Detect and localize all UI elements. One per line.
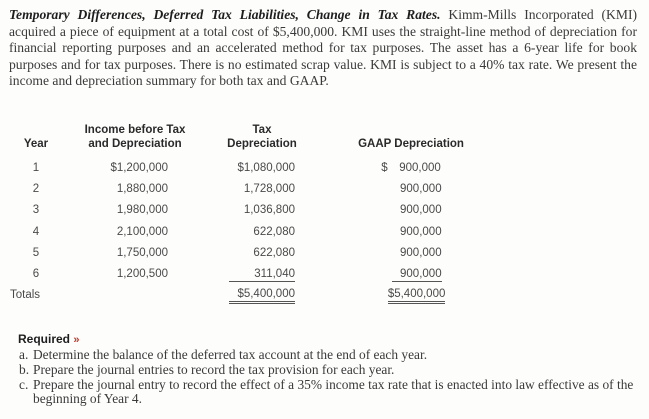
cell-gaap <box>326 178 496 199</box>
cell-income <box>72 200 198 221</box>
table-row <box>0 242 496 263</box>
cell-tax-dep <box>198 221 326 242</box>
list-item <box>19 378 637 408</box>
cell-gaap <box>326 263 496 284</box>
cell-income-value: 2,100,000 <box>116 225 168 238</box>
cell-income <box>72 157 198 178</box>
cell-tax-dep-value: 1,036,800 <box>243 204 295 217</box>
header-income-line2: and Depreciation <box>88 138 182 150</box>
required-label: Required <box>18 332 71 346</box>
list-item <box>19 363 637 378</box>
cell-income <box>72 242 198 263</box>
cell-income-value: 1,750,000 <box>116 246 168 259</box>
cell-gaap-value: 900,000 <box>400 246 442 259</box>
cell-tax-dep <box>198 178 326 199</box>
cell-gaap-value: 900,000 <box>400 204 442 217</box>
totals-label: Totals <box>10 289 41 302</box>
cell-gaap <box>326 157 496 178</box>
cell-tax-dep-value: 1,728,000 <box>243 182 295 195</box>
cell-year: 3 <box>32 204 40 217</box>
cell-income-value: 1,980,000 <box>116 204 168 217</box>
problem-title: Temporary Differences, Deferred Tax Liabilities, Change in Tax Rates. <box>9 7 441 22</box>
header-income-line1: Income before Tax <box>84 124 186 136</box>
table-row <box>0 221 496 242</box>
cell-gaap-value: 900,000 <box>392 267 442 282</box>
cell-gaap-symbol: $ <box>381 161 388 174</box>
cell-gaap-value: 900,000 <box>399 161 441 174</box>
problem-intro <box>9 7 637 90</box>
cell-income-value: 1,200,500 <box>116 268 168 281</box>
cell-year: 2 <box>32 182 40 195</box>
cell-gaap <box>326 242 496 263</box>
cell-tax-dep <box>198 263 326 284</box>
cell-income-total-empty <box>72 285 198 306</box>
cell-gaap-value: 900,000 <box>400 225 442 238</box>
header-year: Year <box>23 138 49 150</box>
gaap-total-value: $5,400,000 <box>388 287 446 304</box>
cell-year: 6 <box>32 268 40 281</box>
cell-income <box>72 263 198 284</box>
cell-income <box>72 221 198 242</box>
cell-gaap <box>326 200 496 221</box>
cell-gaap <box>326 221 496 242</box>
totals-row <box>0 285 496 306</box>
requirements-list <box>19 348 637 407</box>
tax-dep-total-value: $5,400,000 <box>229 287 295 304</box>
header-tax-line2: Depreciation <box>227 138 297 150</box>
required-heading <box>18 332 79 346</box>
table-row <box>0 178 496 199</box>
cell-tax-dep <box>198 157 326 178</box>
cell-tax-dep-value: 622,080 <box>253 246 295 259</box>
item-letter: c. <box>19 376 29 392</box>
cell-income <box>72 178 198 199</box>
cell-income-value: $1,200,000 <box>110 161 168 174</box>
item-letter: a. <box>19 347 29 362</box>
cell-year: 4 <box>32 225 40 238</box>
cell-year: 5 <box>32 246 40 259</box>
header-tax-line1: Tax <box>252 124 272 136</box>
cell-tax-dep <box>198 200 326 221</box>
cell-year: 1 <box>32 161 40 174</box>
table-row <box>0 157 496 178</box>
cell-tax-dep-total <box>198 285 326 306</box>
item-letter: b. <box>19 361 30 377</box>
table-row <box>0 200 496 221</box>
cell-income-value: 1,880,000 <box>116 182 168 195</box>
double-chevron-icon: » <box>73 334 80 346</box>
header-tax-depreciation <box>198 123 326 157</box>
cell-tax-dep <box>198 242 326 263</box>
header-income <box>72 123 198 157</box>
item-text: Prepare the journal entry to record the effect of a 35% income tax rate that is enacted into law effective as of the beginning of Year 4. <box>33 376 634 407</box>
cell-tax-dep-value: 311,040 <box>229 267 295 282</box>
cell-tax-dep-value: 622,080 <box>253 225 295 238</box>
table-header-row <box>0 123 496 157</box>
list-item <box>19 348 637 363</box>
table-row <box>0 263 496 284</box>
cell-tax-dep-value: $1,080,000 <box>237 161 295 174</box>
problem-body: Kimm-Mills Incorporated (KMI) acquired a piece of equipment at a total cost of $5,400,000. KMI uses the straight-line method of depreciation for financial reporting purposes and an accelerated method for tax purposes. The asset has a 6-year life for book purposes and for tax purposes. There is no estimated scrap value. KMI is subject to a 40% tax rate. We present the income and depreciation summary for both tax and GAAP. <box>9 7 637 89</box>
cell-gaap-value: 900,000 <box>400 182 442 195</box>
header-gaap-depreciation: GAAP Depreciation <box>358 138 464 150</box>
item-text: Determine the balance of the deferred tax account at the end of each year. <box>33 347 428 362</box>
item-text: Prepare the journal entries to record the tax provision for each year. <box>33 361 395 377</box>
cell-gaap-total <box>326 285 496 306</box>
depreciation-table <box>0 123 496 306</box>
